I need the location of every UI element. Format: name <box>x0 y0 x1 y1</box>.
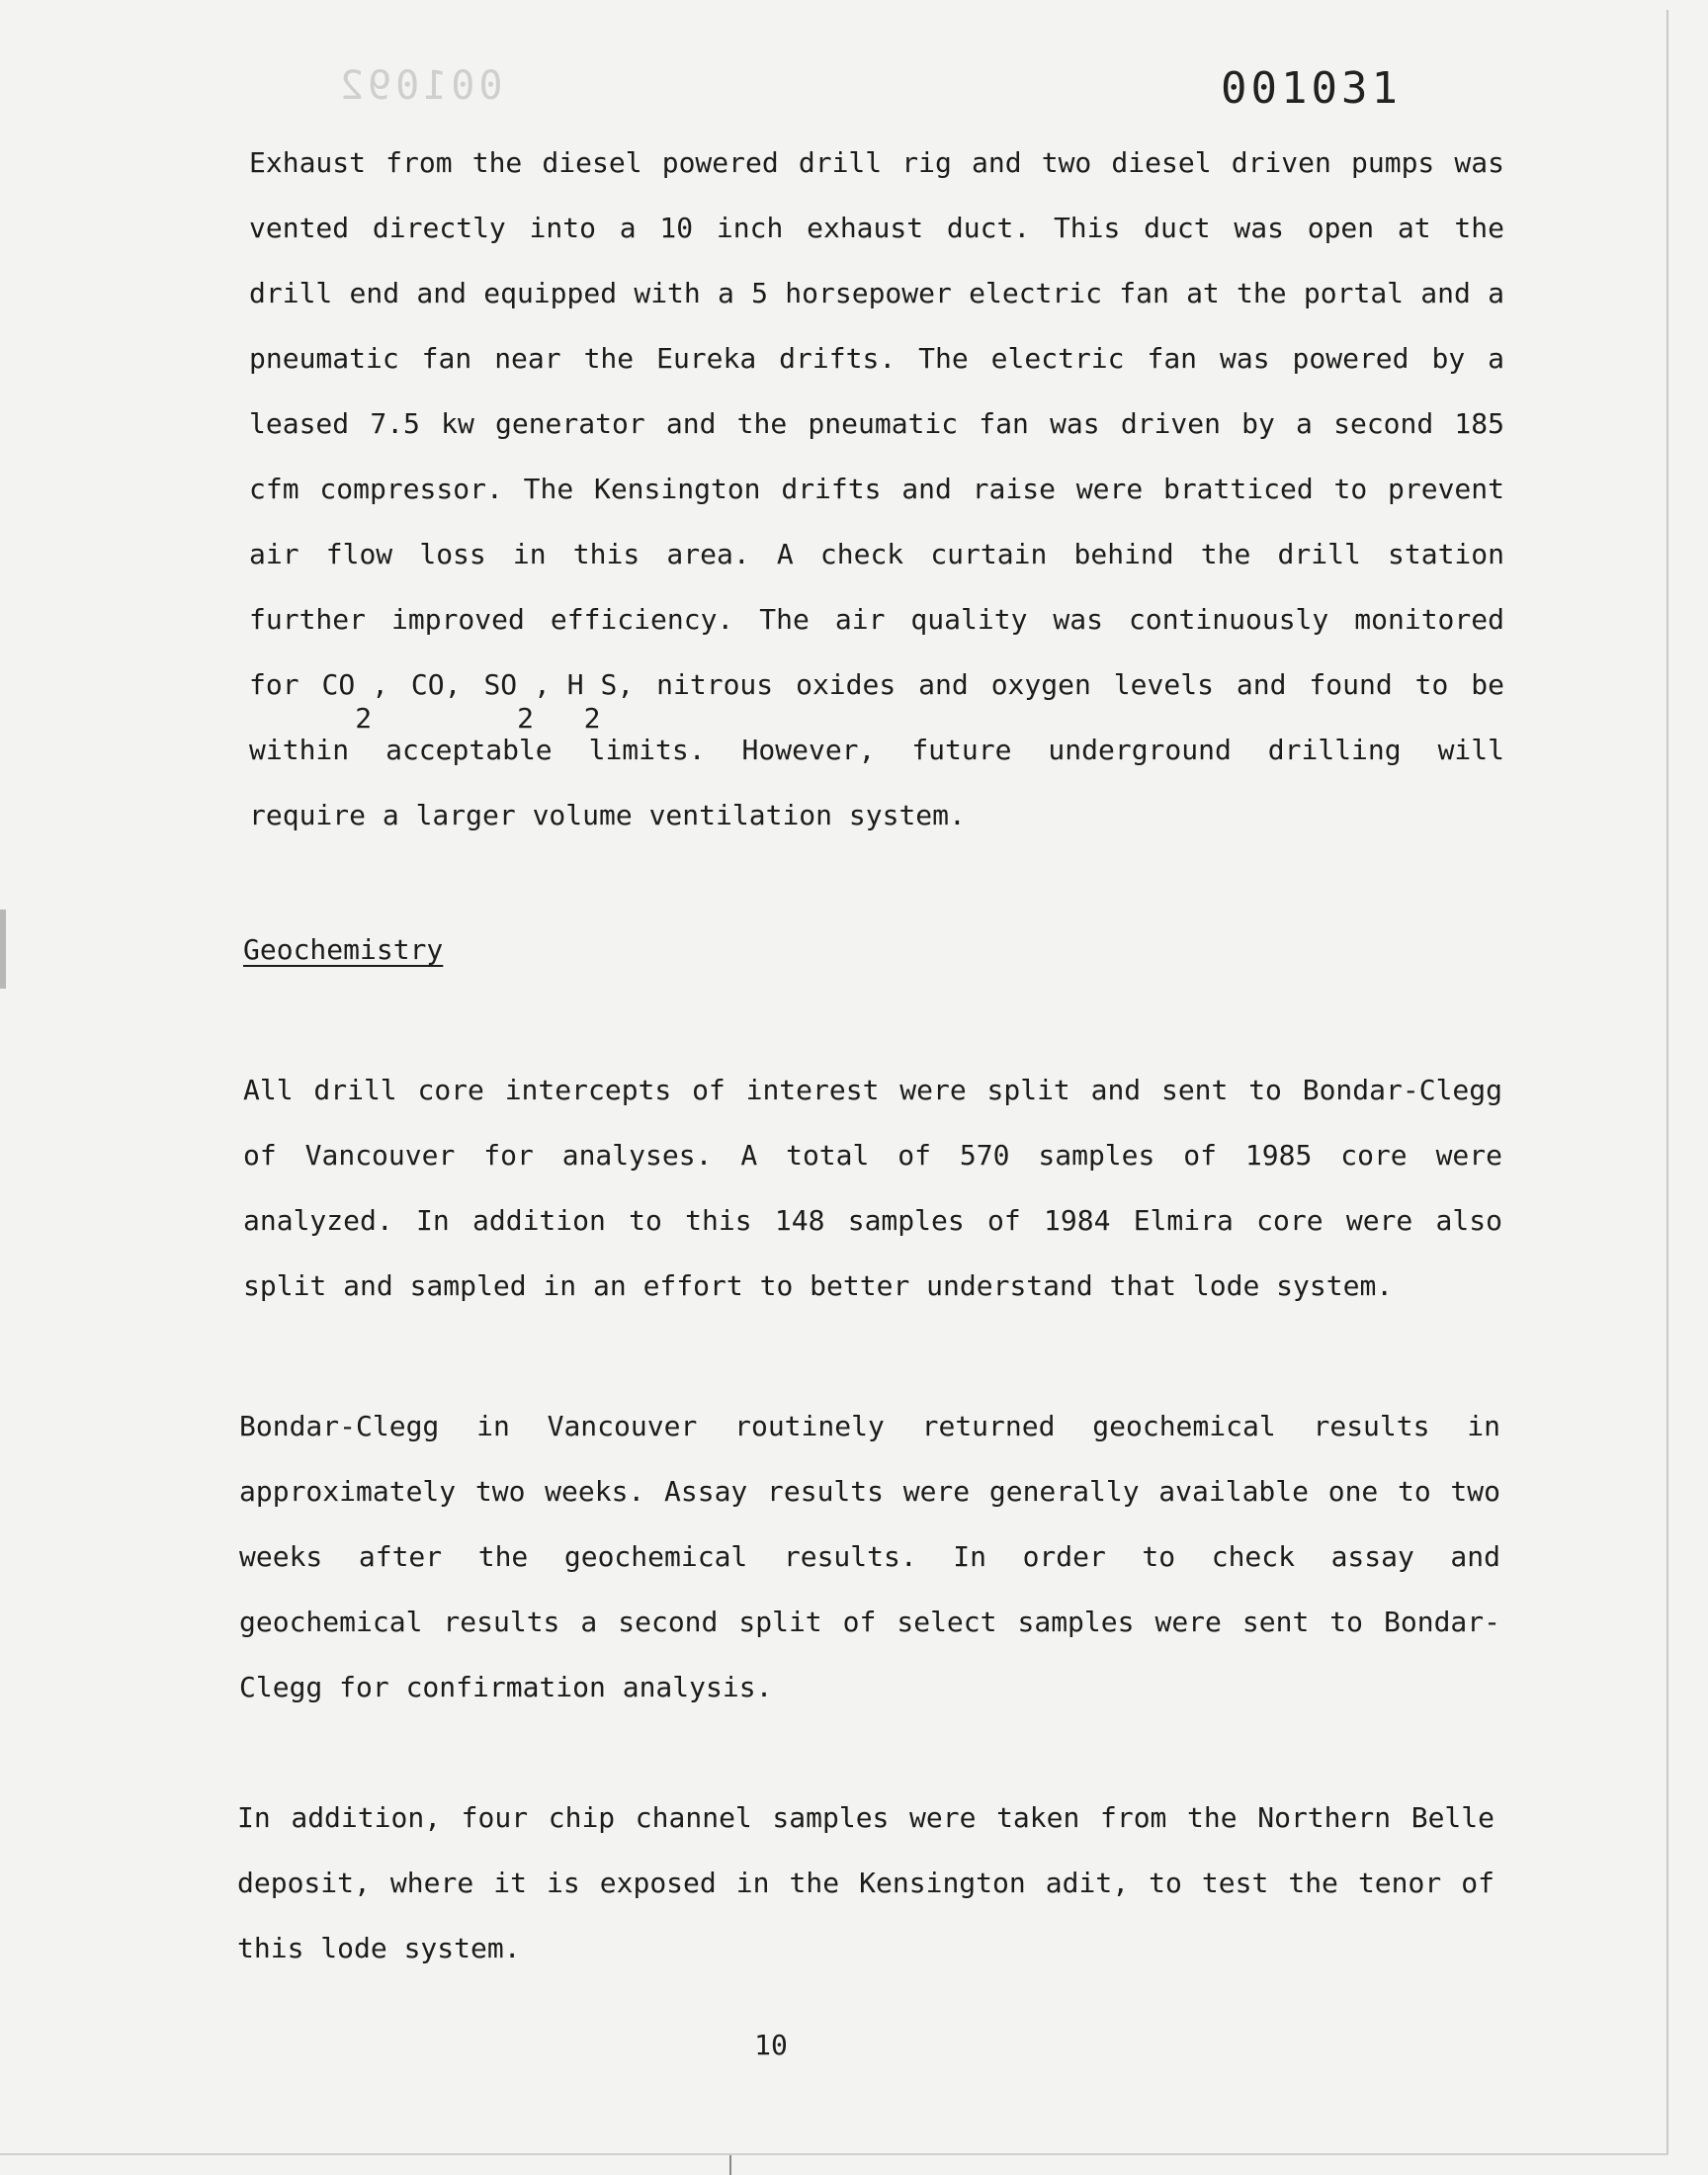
text-line: pneumatic fan near the Eureka drifts. The electric fan was powered by a <box>249 342 1504 375</box>
text-line: Bondar-Clegg in Vancouver routinely returned geochemical results in <box>239 1410 1500 1442</box>
formula-co: , CO, <box>372 668 462 701</box>
text-line: leased 7.5 kw generator and the pneumatic fan was driven by a second 185 <box>249 407 1504 440</box>
text-line: deposit, where it is exposed in the Kensington adit, to test the tenor of <box>237 1867 1494 1899</box>
text-line: Clegg for confirmation analysis. <box>239 1671 773 1703</box>
text-line: All drill core intercepts of interest were split and sent to Bondar-Clegg <box>243 1074 1502 1106</box>
text-line: weeks after the geochemical results. In order to check assay and <box>239 1540 1500 1573</box>
text-line: In addition, four chip channel samples were taken from the Northern Belle <box>237 1801 1494 1834</box>
document-number: 001031 <box>1221 63 1402 114</box>
page-left-mark <box>0 910 6 989</box>
text-line: further improved efficiency. The air quality was continuously monitored <box>249 603 1504 636</box>
text-line: drill end and equipped with a 5 horsepower electric fan at the portal and a <box>249 277 1504 309</box>
page-number: 10 <box>754 2029 788 2061</box>
formula-so2: $SO_2$ <box>483 668 535 735</box>
text-line: this lode system. <box>237 1932 521 1964</box>
page-right-edge <box>1666 10 1668 2155</box>
paragraph-bondar-clegg <box>239 1394 1500 1720</box>
paragraph-drill-core <box>243 1058 1502 1319</box>
text-line: require a larger volume ventilation system. <box>249 799 966 831</box>
text-line: analyzed. In addition to this 148 samples of 1984 Elmira core were also <box>243 1204 1502 1237</box>
page-bottom-edge <box>0 2153 1668 2155</box>
gas-line-prefix: for <box>249 668 299 701</box>
text-line: split and sampled in an effort to better understand that lode system. <box>243 1269 1394 1302</box>
paragraph-chip-samples <box>237 1785 1494 1981</box>
gas-list-line: for $CO_2$, CO, $SO_2$, $H_2S$, nitrous oxides and oxygen levels and found to be <box>249 652 1504 718</box>
bleed-through-number: 001092 <box>336 63 503 109</box>
text-line: of Vancouver for analyses. A total of 570 samples of 1985 core were <box>243 1139 1502 1172</box>
formula-h2s: , $H_2$ <box>534 668 601 735</box>
bottom-edge-mark <box>729 2155 731 2175</box>
text-line: air flow loss in this area. A check curtain behind the drill station <box>249 538 1504 570</box>
text-line: vented directly into a 10 inch exhaust duct. This duct was open at the <box>249 212 1504 244</box>
paragraph-ventilation <box>249 130 1504 848</box>
gas-line-suffix: nitrous oxides and oxygen levels and found to be <box>656 668 1505 701</box>
text-line: cfm compressor. The Kensington drifts and raise were bratticed to prevent <box>249 473 1504 505</box>
text-line: geochemical results a second split of select samples were sent to Bondar- <box>239 1606 1500 1638</box>
formula-co2: $CO_2$ <box>321 668 373 735</box>
text-line: Exhaust from the diesel powered drill rig and two diesel driven pumps was <box>249 146 1504 179</box>
text-line: within acceptable limits. However, future underground drilling will <box>249 734 1504 766</box>
text-line: approximately two weeks. Assay results were generally available one to two <box>239 1475 1500 1508</box>
section-heading-geochemistry: Geochemistry <box>243 933 444 966</box>
